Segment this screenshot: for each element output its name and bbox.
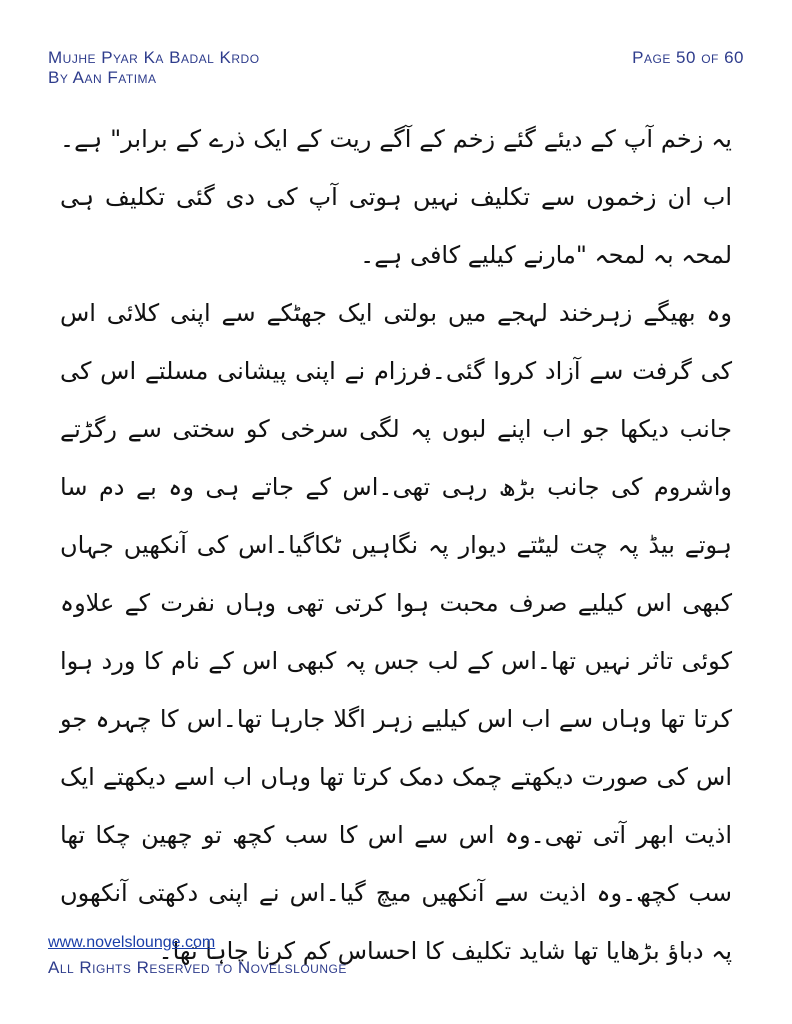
novel-title: Mujhe Pyar Ka Badal Krdo [48, 48, 260, 67]
story-text [60, 110, 732, 980]
author-name: By Aan Fatima [48, 68, 157, 87]
page-footer [48, 933, 347, 979]
website-link[interactable]: www.novelslounge.com [48, 934, 216, 951]
copyright-notice: All Rights Reserved to Novelslounge [48, 958, 347, 977]
paragraph: وہ بھیگے زہرخند لہجے میں بولتی ایک جھٹکے سے اپنی کلائی اس کی گرفت سے آزاد کروا گئی۔فرزام نے اپنی پیشانی مسلتے اس کی جانب دیکھا جو اب اپنے لبوں پہ لگی سرخی کو سختی سے رگڑتے واشروم کی جانب بڑھ رہی تھی۔اس کے جاتے ہی وہ بے دم سا ہوتے بیڈ پہ چت لیٹتے دیوار پہ نگاہیں ٹکاگیا۔اس کی آنکھیں جہاں کبھی اس کیلیے صرف محبت ہوا کرتی تھی وہاں نفرت کے علاوہ کوئی تاثر نہیں تھا۔اس کے لب جس پہ کبھی اس کے نام کا ورد ہوا کرتا تھا وہاں سے اب اس کیلیے زہر اگلا جارہا تھا۔اس کا چہرہ جو اس کی صورت دیکھتے چمک دمک کرتا تھا وہاں اب اسے دیکھتے ایک اذیت ابھر آتی تھی۔وہ اس سے اس کا سب کچھ تو چھین چکا تھا سب کچھ۔وہ اذیت سے آنکھیں میچ گیا۔اس نے اپنی دکھتی آنکھوں پہ دباؤ بڑھایا تھا شاید تکلیف کا احساس کم کرنا چاہا تھا۔ [60, 299, 732, 965]
page-number: Page 50 of 60 [632, 48, 744, 67]
paragraph: یہ زخم آپ کے دیئے گئے زخم کے آگے ریت کے ایک ذرے کے برابر" ہے۔اب ان زخموں سے تکلیف نہیں ہوتی آپ کی دی گئی تکلیف ہی لمحہ بہ لمحہ "مارنے کیلیے کافی ہے۔ [60, 125, 732, 269]
